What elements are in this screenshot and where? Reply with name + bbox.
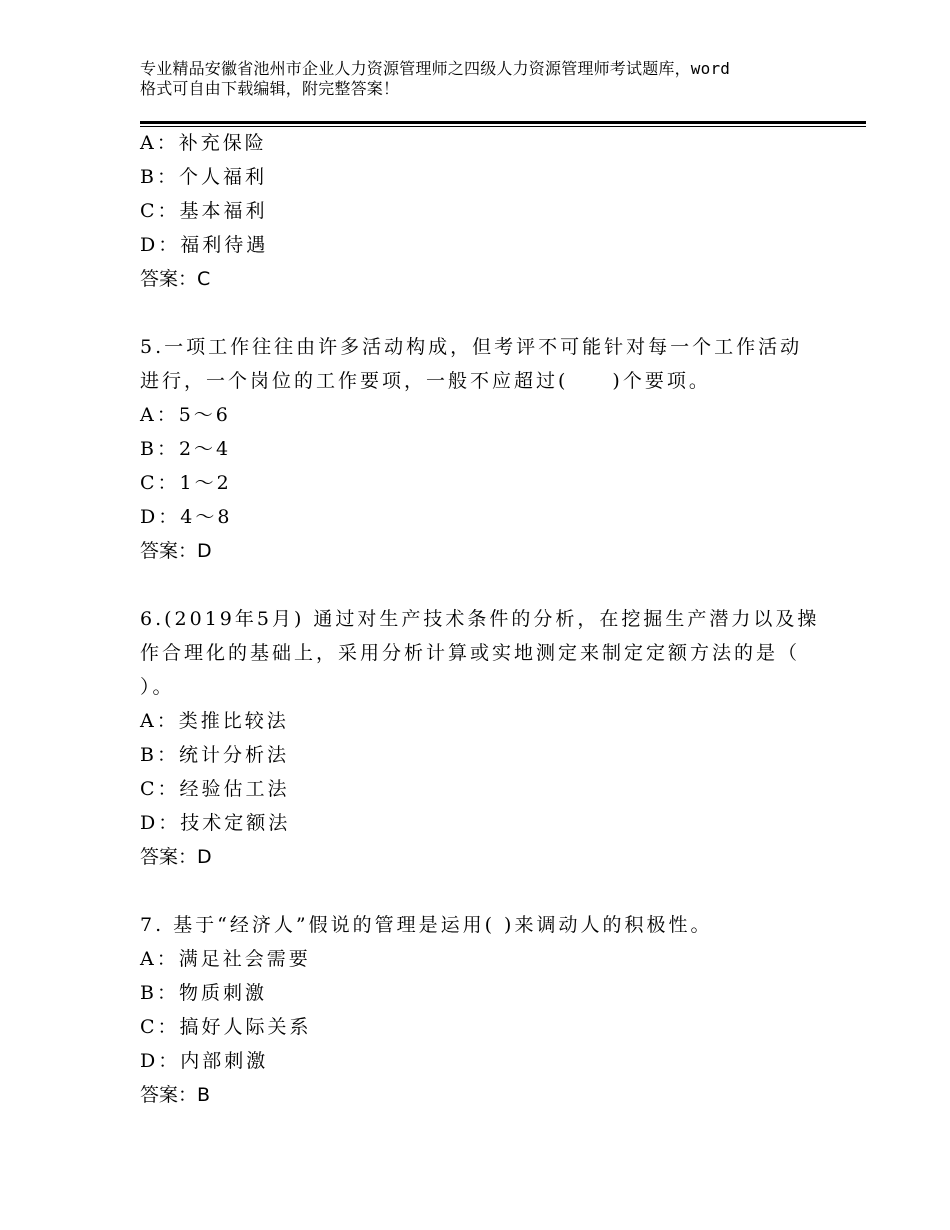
question-stem-line: 5.一项工作往往由许多活动构成，但考评不可能针对每一个工作活动 xyxy=(140,336,803,358)
option-a: A：补充保险 xyxy=(140,132,267,154)
spacer xyxy=(140,568,840,602)
spacer xyxy=(140,874,840,908)
answer: 答案：D xyxy=(140,846,212,868)
header-rule-thick xyxy=(140,121,866,124)
option-d: D：福利待遇 xyxy=(140,234,269,256)
option-b: B：统计分析法 xyxy=(140,744,289,766)
question-stem-line: 6.(2019年5月) 通过对生产技术条件的分析，在挖掘生产潜力以及操 xyxy=(140,608,820,630)
option-c: C：基本福利 xyxy=(140,200,268,222)
option-a: A：5～6 xyxy=(140,404,231,426)
option-b: B：个人福利 xyxy=(140,166,267,188)
question-stem-line: 进行，一个岗位的工作要项，一般不应超过( )个要项。 xyxy=(140,370,711,392)
option-a: A：类推比较法 xyxy=(140,710,289,732)
question-7 xyxy=(140,908,840,1112)
question-5 xyxy=(140,330,840,568)
option-c: C：经验估工法 xyxy=(140,778,290,800)
answer: 答案：C xyxy=(140,268,211,290)
option-a: A：满足社会需要 xyxy=(140,948,311,970)
question-stem-line: 7. 基于“经济人”假说的管理是运用( )来调动人的积极性。 xyxy=(140,914,713,936)
question-stem-line: ）。 xyxy=(140,676,175,698)
question-stem-line: 作合理化的基础上，采用分析计算或实地测定来制定定额方法的是（ xyxy=(140,642,801,664)
option-c: C：1～2 xyxy=(140,472,232,494)
option-d: D：技术定额法 xyxy=(140,812,291,834)
question-4 xyxy=(140,126,840,296)
header-line-2: 格式可自由下载编辑，附完整答案！ xyxy=(140,79,400,98)
header-line-1: 专业精品安徽省池州市企业人力资源管理师之四级人力资源管理师考试题库，word xyxy=(140,59,731,78)
option-b: B：物质刺激 xyxy=(140,982,267,1004)
option-d: D：4～8 xyxy=(140,506,233,528)
spacer xyxy=(140,296,840,330)
option-d: D：内部刺激 xyxy=(140,1050,269,1072)
option-b: B：2～4 xyxy=(140,438,232,460)
answer: 答案：D xyxy=(140,540,212,562)
answer: 答案：B xyxy=(140,1084,211,1106)
question-list xyxy=(140,126,840,1112)
option-c: C：搞好人际关系 xyxy=(140,1016,312,1038)
question-6 xyxy=(140,602,840,874)
page-header xyxy=(140,59,830,99)
